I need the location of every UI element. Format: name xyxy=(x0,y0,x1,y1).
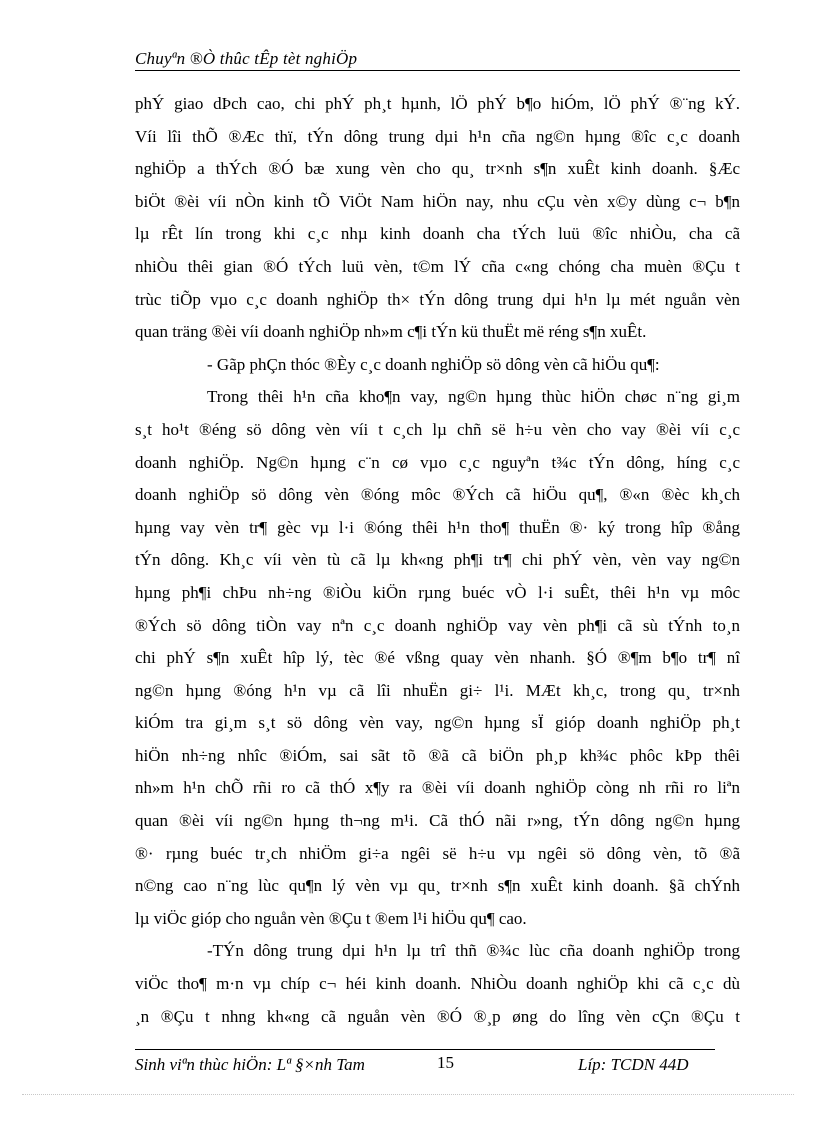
text-line: nhiÒu thêi gian ®Ó tÝch luü vèn, t©m lÝ cña c«ng chóng cha muèn ®Çu t xyxy=(135,256,740,276)
text-line: trùc tiÕp vµo c¸c doanh nghiÖp th× tÝn dông trung dµi h¹n lµ mét nguån vèn xyxy=(135,289,740,309)
text-line: -TÝn dông trung dµi h¹n lµ trî thñ ®¾c lùc cña doanh nghiÖp trong xyxy=(207,941,740,961)
text-line: ®· rµng buéc tr¸ch nhiÖm gi÷a ngêi së h÷u vµ ngêi sö dông vèn, tõ ®ã xyxy=(135,843,740,863)
text-line: biÖt ®èi víi nÒn kinh tÕ ViÖt Nam hiÖn nay, nhu cÇu vèn x©y dùng c¬ b¶n xyxy=(135,191,740,211)
text-line: doanh nghiÖp sö dông vèn ®óng môc ®Ých cã hiÖu qu¶, ®«n ®èc kh¸ch xyxy=(135,485,740,505)
text-line: lµ viÖc gióp cho nguån vèn ®Çu t ®em l¹i hiÖu qu¶ cao. xyxy=(135,908,527,928)
page-bottom-edge xyxy=(22,1094,794,1095)
text-line: hµng vay vèn tr¶ gèc vµ l·i ®óng thêi h¹n tho¶ thuËn ®· ký trong hîp ®ång xyxy=(135,517,740,537)
header-divider xyxy=(135,70,740,71)
text-line: tÝn dông. Kh¸c víi vèn tù cã lµ kh«ng ph¶i tr¶ chi phÝ vèn, vèn vay ng©n xyxy=(135,550,740,570)
footer-class: Líp: TCDN 44D xyxy=(578,1055,689,1074)
text-line: viÖc tho¶ m·n vµ chíp c¬ héi kinh doanh. NhiÒu doanh nghiÖp khi cã c¸c dù xyxy=(135,974,740,994)
section-heading: - Gãp phÇn thóc ®Èy c¸c doanh nghiÖp sö dông vèn cã hiÖu qu¶: xyxy=(207,354,660,374)
text-line: doanh nghiÖp. Ng©n hµng c¨n cø vµo c¸c nguyªn t¾c tÝn dông, híng c¸c xyxy=(135,452,740,472)
text-line: phÝ giao dÞch cao, chi phÝ ph¸t hµnh, lÖ phÝ b¶o hiÓm, lÖ phÝ ®¨ng kÝ. xyxy=(135,94,740,113)
text-line: ng©n hµng ®óng h¹n vµ cã lîi nhuËn gi÷ l¹i. MÆt kh¸c, trong qu¸ tr×nh xyxy=(135,680,740,700)
text-line: s¸t ho¹t ®éng sö dông vèn víi t c¸ch lµ chñ së h÷u vèn cho vay ®èi víi c¸c xyxy=(135,419,740,439)
text-line: quan träng ®èi víi doanh nghiÖp nh»m c¶i tÝn kü thuËt më réng s¶n xuÊt. xyxy=(135,322,647,342)
text-line: lµ rÊt lín trong khi c¸c nhµ kinh doanh cha tÝch luü ®îc nhiÒu, cha cã xyxy=(135,224,740,244)
text-line: hµng ph¶i chÞu nh÷ng ®iÒu kiÖn rµng buéc vÒ l·i suÊt, thêi h¹n vµ môc xyxy=(135,582,740,602)
text-line: Víi lîi thÕ ®Æc thï, tÝn dông trung dµi h¹n cña ng©n hµng ®îc c¸c doanh xyxy=(135,126,740,146)
page-header-title: Chuyªn ®Ò thûc tÊp tèt nghiÖp xyxy=(135,49,358,68)
body-text xyxy=(135,88,740,1033)
text-line: quan ®èi víi ng©n hµng th¬ng m¹i. Cã thÓ nãi r»ng, tÝn dông ng©n hµng xyxy=(135,811,740,831)
footer-student: Sinh viªn thùc hiÖn: Lª §×nh Tam xyxy=(135,1055,365,1074)
text-line: chi phÝ s¶n xuÊt hîp lý, tèc ®é vßng quay vèn nhanh. §Ó ®¶m b¶o tr¶ nî xyxy=(135,648,740,668)
text-line: n©ng cao n¨ng lùc qu¶n lý vèn vµ qu¸ tr×nh s¶n xuÊt kinh doanh. §ã chÝnh xyxy=(135,876,740,896)
text-line: nghiÖp a thÝch ®Ó bæ xung vèn cho qu¸ tr×nh s¶n xuÊt kinh doanh. §Æc xyxy=(135,159,740,179)
page-number: 15 xyxy=(437,1053,454,1072)
text-line: ¸n ®Çu t nhng kh«ng cã nguån vèn ®Ó ®¸p øng do lîng vèn cÇn ®Çu t xyxy=(135,1006,740,1026)
text-line: ®Ých sö dông tiÒn vay nªn c¸c doanh nghiÖp vay vèn ph¶i cã sù tÝnh to¸n xyxy=(135,615,740,635)
text-line: hiÖn nh÷ng nhîc ®iÓm, sai sãt tõ ®ã cã biÖn ph¸p kh¾c phôc kÞp thêi xyxy=(135,745,740,765)
text-line: Trong thêi h¹n cña kho¶n vay, ng©n hµng thùc hiÖn chøc n¨ng gi¸m xyxy=(207,387,740,407)
footer-divider xyxy=(135,1049,715,1050)
text-line: kiÓm tra gi¸m s¸t sö dông vèn vay, ng©n hµng sÏ gióp doanh nghiÖp ph¸t xyxy=(135,713,740,733)
text-line: nh»m h¹n chÕ rñi ro cã thÓ x¶y ra ®èi víi doanh nghiÖp còng nh rñi ro liªn xyxy=(135,778,740,798)
